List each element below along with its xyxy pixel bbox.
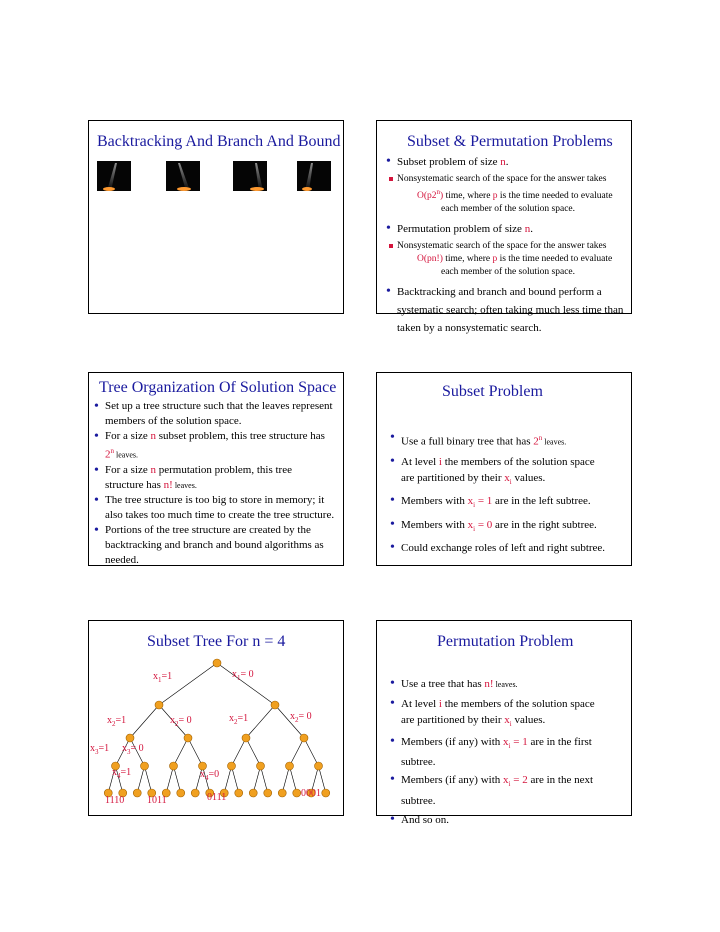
bullet-full-binary: • Use a full binary tree that has 2$^n$ leaves. [387,429,627,452]
candle-image-1 [97,161,131,191]
bullet-subset: • Subset problem of size n. [383,153,629,171]
tree-edge [246,705,275,738]
tree-edge [304,738,319,766]
bullet-next-subtree: • Members (if any) with $x_i = 2$ are in the next subtree. [387,772,627,808]
bullet-exchange: • Could exchange roles of left and right subtree. [387,540,627,556]
bullet-right-subtree: • Members with $x_i = 0$ are in the right subtree. [387,516,627,538]
tree-node [170,762,178,770]
tree-node [235,789,243,797]
slide-subset-problem [376,372,632,566]
tree-node [126,734,134,742]
label-x2-0b: $x_2= 0$ [290,711,312,724]
candle-images [89,157,345,217]
tree-node [257,762,265,770]
slide-title: Permutation Problem [437,633,574,650]
bullet-too-big: • The tree structure is too big to store in memory; it also takes too much time to create the tree structure. [91,493,341,523]
bullet-subset-leaves: • For a size n subset problem, this tree structure has 2$^n$ leaves. [91,429,341,463]
tree-node [315,762,323,770]
slide-title: Subset Problem [442,383,543,400]
tree-node [271,701,279,709]
tree-node [177,789,185,797]
tree-node [264,789,272,797]
tree-edge [232,738,247,766]
tree-node [286,762,294,770]
tree-node [141,762,149,770]
leaf-label-0111: 0111 [207,792,227,803]
label-x4-0: $x_4=0$ [200,769,220,782]
subbullet-subset: Nonsystematic search of the space for the answer takes O(p2$^n$) time, where p is the time needed to evaluate each member of the solution space. [383,173,629,216]
slide-title: Subset & Permutation Problems [407,133,613,150]
candle-image-3 [233,161,267,191]
bullet-systematic: • Backtracking and branch and bound perform a systematic search; often taking much less time than taken by a nonsystematic search. [383,283,629,337]
slide-title: Tree Organization Of Solution Space [99,379,337,396]
label-x1-0: $x_1= 0$ [232,669,254,682]
label-x4-1: $x_4=1$ [112,767,132,780]
bullet-tree-setup: • Set up a tree structure such that the leaves represent members of the solution space. [91,399,341,429]
tree-node [213,659,221,667]
bullet-partition: • At level i the members of the solution space are partitioned by their $x_i$ values. [387,454,627,490]
bullet-portions: • Portions of the tree structure are created by the backtracking and branch and bound algorithms as needed. [91,523,341,568]
tree-edge [130,705,159,738]
tree-node [155,701,163,709]
tree-node [191,789,199,797]
tree-node [249,789,257,797]
tree-edge [246,738,261,766]
tree-node [300,734,308,742]
slide-backtracking [88,120,344,314]
tree-node [278,789,286,797]
tree-node [184,734,192,742]
label-x1-1: $x_1=1$ [153,671,173,684]
label-x3-1: $x_3=1$ [90,743,110,756]
subset-tree-diagram [89,621,345,817]
tree-node [228,762,236,770]
bullet-partition: • At level i the members of the solution space are partitioned by their $x_i$ values. [387,696,627,732]
slide-title: Backtracking And Branch And Bound [97,133,341,150]
bullet-nfact-leaves: • Use a tree that has n! leaves. [387,675,627,694]
tree-edge [188,738,203,766]
tree-edge [159,663,217,705]
bullet-first-subtree: • Members (if any) with $x_i = 1$ are in the first subtree. [387,734,627,770]
candle-image-2 [166,161,200,191]
bullet-left-subtree: • Members with $x_i = 1$ are in the left subtree. [387,492,627,514]
bullet-so-on: • And so on. [387,811,627,829]
leaf-label-1110: 1110 [105,795,125,806]
label-x2-1a: $x_2=1$ [107,715,127,728]
candle-image-4 [297,161,331,191]
tree-node [242,734,250,742]
bullet-permutation-leaves: • For a size n permutation problem, this tree structure has n! leaves. [91,463,341,493]
label-x2-0a: $x_2= 0$ [170,715,192,728]
slide-tree-organization [88,372,344,566]
label-x2-1b: $x_2=1$ [229,713,249,726]
subbullet-permutation: Nonsystematic search of the space for the answer takes O(pn!) time, where p is the time needed to evaluate each member of the solution space. [383,240,629,279]
tree-edge [290,738,305,766]
tree-edge [174,738,189,766]
label-x3-0: $x_3= 0$ [122,743,144,756]
slide-title: Subset Tree For n = 4 [147,633,286,650]
leaf-label-1011: 1011 [147,795,167,806]
leaf-label-0001: 0001 [301,788,321,799]
tree-node [293,789,301,797]
slide-subset-permutation [376,120,632,335]
bullet-permutation: • Permutation problem of size n. [383,220,629,238]
slide-subset-tree [88,620,344,816]
tree-node [322,789,330,797]
tree-node [133,789,141,797]
slide-permutation-problem [376,620,632,826]
